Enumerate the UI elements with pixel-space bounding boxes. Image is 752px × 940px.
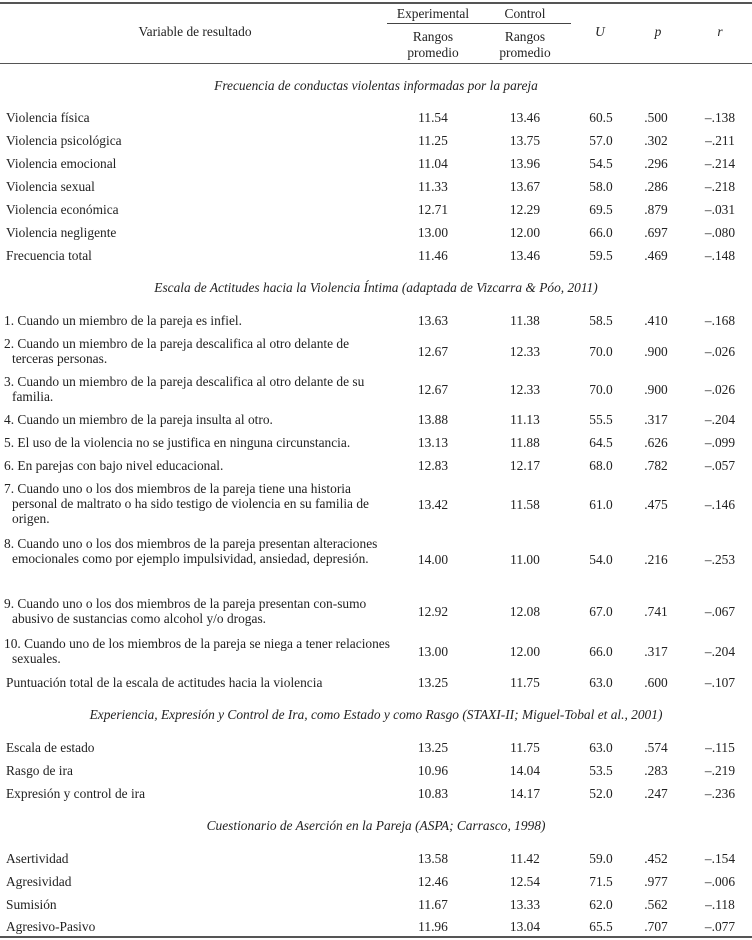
header-u: U (595, 24, 605, 39)
results-table: Variable de resultado Experimental Control Rangos promedio Rangos promedio U p r Frecuencia de conductas violentas informadas por la pareja Violencia física 11.54 13.46 60.5 .500 –.138 Violencia psicológica 11.25 13.75 57.0 .302 –.211 Violencia emocional 11.04 13.96 54.5 .296 –.214 Violencia sexual 11.33 13.67 58.0 .286 –.218 Violencia económica 12.71 12.29 69.5 .879 –.031 Violencia negligente 13.00 12.00 66.0 .697 –.080 Frecuencia total 11.46 13.46 59.5 .469 –.148 Escala de Actitudes hacia la Violencia Íntima (adaptada de Vizcarra & Póo, 2011) 1. Cuando un miembro de la pareja es infiel. 13.63 11.38 58.5 .410 –.168 2. Cuando un miembro de la pareja descalifica al otro delante de terceras personas. 12.67 12.33 70.0 .900 –.026 3. Cuando un miembro de la pareja descalifica al otro delante de su familia. 12.67 12.33 70.0 .900 –.026 4. Cuando un miembro de la pareja insulta al otro. 13.88 11.13 55.5 .317 –.204 5. El uso de la violencia no se justifica en ninguna circunstancia. 13.13 11.88 64.5 .626 –.099 6. En parejas con bajo nivel educacional. 12.83 12.17 68.0 .782 –.057 7. Cuando uno o los dos miembros de la pareja tiene una historia personal de maltrato o ha sido testigo de violencia en su familia de origen. 13.42 11.58 61.0 .475 –.146 8. Cuando uno o los dos miembros de la pareja presentan alteraciones emocionales como por ejemplo impulsividad, ansiedad, depresión. 14.00 11.00 54.0 .216 –.253 9. Cuando uno o los dos miembros de la pareja presentan con-sumo abusivo de sustancias como alcohol y/o drogas. 12.92 12.08 67.0 .741 –.067 10. Cuando uno de los miembros de la pareja se niega a tener relaciones sexuales. 13.00 12.00 66.0 .317 –.204 Puntuación total de la escala de actitudes hacia la violencia 13.25 11.75 63.0 .600 –.107 Experiencia, Expresión y Control de Ira, como Estado y como Rasgo (STAXI-II; Miguel-Tobal et al., 2001) Escala de estado 13.25 11.75 63.0 .574 –.115 Rasgo de ira 10.96 14.04 53.5 .283 –.219 Expresión y control de ira 10.83 14.17 52.0 .247 –.236 Cuestionario de Aserción en la Pareja (ASPA; Carrasco, 1998) Asertividad 13.58 11.42 59.0 .452 –.154 Agresividad 12.46 12.54 71.5 .977 –.006 Sumisión 11.67 13.33 62.0 .562 –.118 Agresivo-Pasivo 11.96 13.04 65.5 .707 –.077 (0, 0, 752, 940)
header-control-sub: Rangos promedio (499, 29, 551, 60)
header-variable: Variable de resultado (138, 24, 252, 39)
section-title-frecuencia: Frecuencia de conductas violentas informadas por la pareja (214, 78, 538, 93)
header-control: Control (504, 6, 546, 21)
header-p: p (654, 24, 662, 39)
header-r: r (717, 24, 723, 39)
section-title-aspa: Cuestionario de Aserción en la Pareja (ASPA; Carrasco, 1998) (206, 818, 546, 833)
section-title-actitudes: Escala de Actitudes hacia la Violencia Íntima (adaptada de Vizcarra & Póo, 2011) (154, 280, 598, 295)
header-bottom-rule (0, 63, 752, 64)
header-experimental-sub: Rangos promedio (407, 29, 459, 60)
table-bottom-rule (0, 936, 752, 938)
group-header-rule (387, 23, 571, 24)
table-top-rule (0, 2, 752, 4)
header-experimental: Experimental (396, 6, 470, 21)
section-title-staxi: Experiencia, Expresión y Control de Ira, como Estado y como Rasgo (STAXI-II; Miguel-Tobal et al., 2001) (89, 707, 663, 722)
